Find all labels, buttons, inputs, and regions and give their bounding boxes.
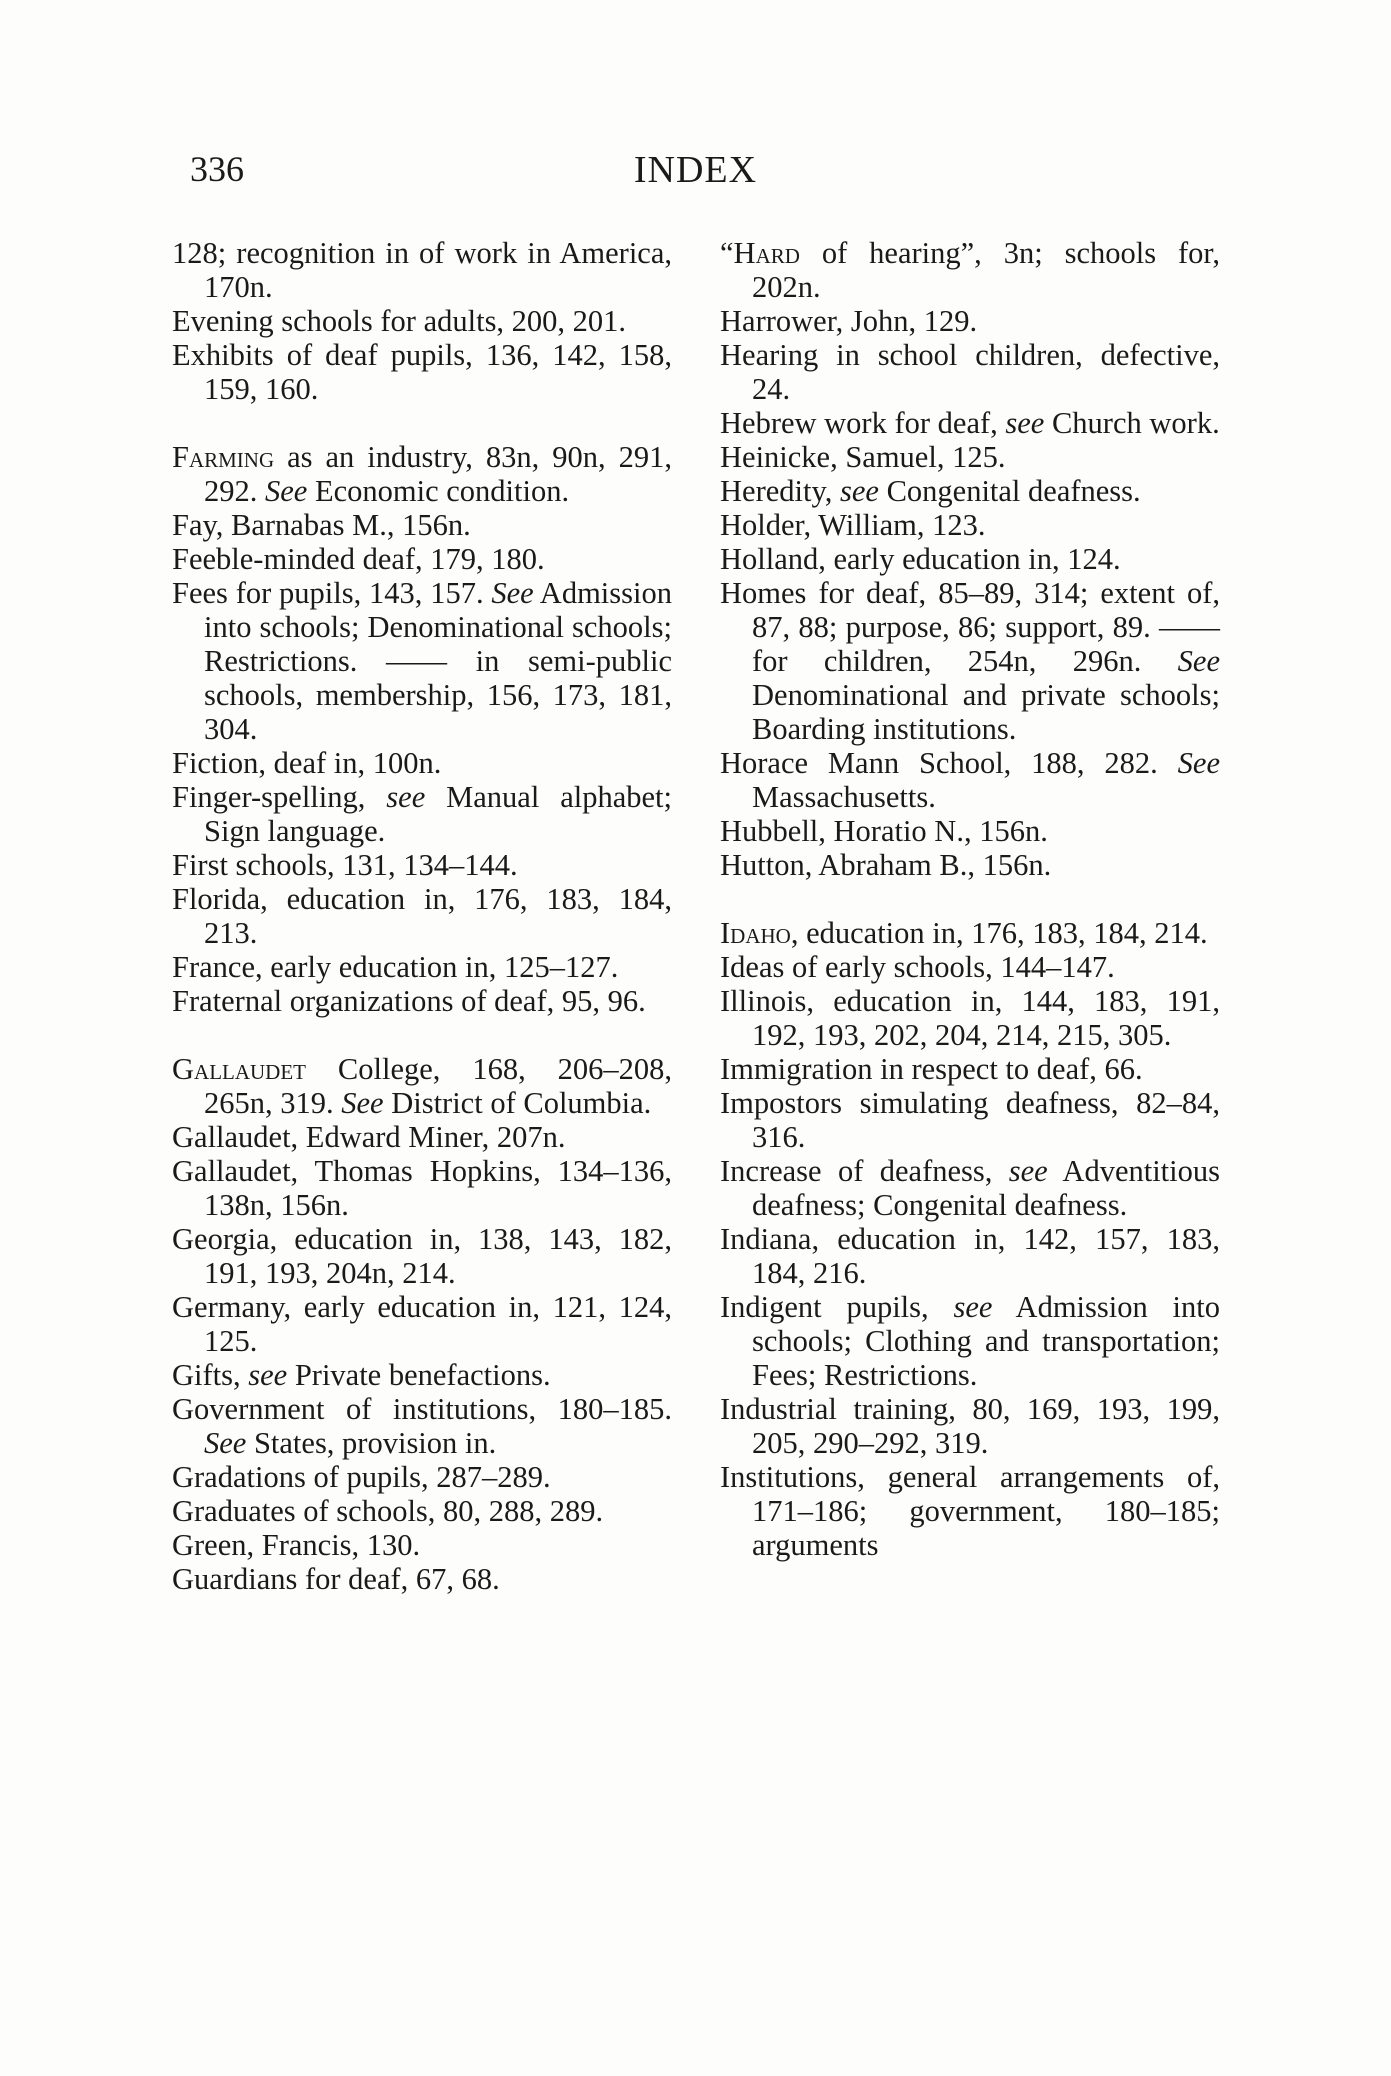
index-column-right <box>720 236 1220 1562</box>
index-entry: Gradations of pupils, 287–289. <box>172 1460 551 1494</box>
index-entry: Illinois, education in, 144, 183, 191, 192, 193, 202, 204, 214, 215, 305. <box>720 984 1220 1052</box>
index-entry: Guardians for deaf, 67, 68. <box>172 1562 500 1596</box>
index-entry: Fiction, deaf in, 100n. <box>172 746 442 780</box>
index-entry: Government of institutions, 180–185. See States, provision in. <box>172 1392 672 1460</box>
index-column-left <box>172 236 672 1596</box>
index-entry: Evening schools for adults, 200, 201. <box>172 304 627 338</box>
index-entry: Gallaudet College, 168, 206–208, 265n, 319. See District of Columbia. <box>172 1052 672 1120</box>
index-entry: Florida, education in, 176, 183, 184, 213. <box>172 882 672 950</box>
index-entry: Holder, William, 123. <box>720 508 986 542</box>
index-entry: Fees for pupils, 143, 157. See Admission into schools; Denominational schools; Restrictions. —— in semi-public schools, membership, 156, 173, 181, 304. <box>172 576 672 746</box>
index-entry: Harrower, John, 129. <box>720 304 978 338</box>
index-entry: Fay, Barnabas M., 156n. <box>172 508 471 542</box>
index-entry: Finger-spelling, see Manual alphabet; Sign language. <box>172 780 672 848</box>
section-gap <box>172 406 672 440</box>
index-entry: Gallaudet, Edward Miner, 207n. <box>172 1120 566 1154</box>
index-entry: Indiana, education in, 142, 157, 183, 184, 216. <box>720 1222 1220 1290</box>
index-entry: Heinicke, Samuel, 125. <box>720 440 1006 474</box>
index-entry: France, early education in, 125–127. <box>172 950 619 984</box>
index-entry: Holland, early education in, 124. <box>720 542 1121 576</box>
index-entry: Impostors simulating deafness, 82–84, 316. <box>720 1086 1220 1154</box>
index-entry: Gallaudet, Thomas Hopkins, 134–136, 138n, 156n. <box>172 1154 672 1222</box>
index-entry: Georgia, education in, 138, 143, 182, 191, 193, 204n, 214. <box>172 1222 672 1290</box>
index-entry: Fraternal organizations of deaf, 95, 96. <box>172 984 646 1018</box>
page-number: 336 <box>190 149 244 189</box>
section-gap <box>720 882 1220 916</box>
index-entry: Hubbell, Horatio N., 156n. <box>720 814 1048 848</box>
index-entry: Homes for deaf, 85–89, 314; extent of, 87, 88; purpose, 86; support, 89. —— for children, 254n, 296n. See Denominational and private schools; Boarding institutions. <box>720 576 1220 746</box>
index-entry: Indigent pupils, see Admission into schools; Clothing and transportation; Fees; Restrictions. <box>720 1290 1220 1392</box>
index-entry: Farming as an industry, 83n, 90n, 291, 292. See Economic condition. <box>172 440 672 508</box>
index-entry: Exhibits of deaf pupils, 136, 142, 158, 159, 160. <box>172 338 672 406</box>
index-entry: “Hard of hearing”, 3n; schools for, 202n. <box>720 236 1220 304</box>
index-entry: 128; recognition in of work in America, 170n. <box>172 236 672 304</box>
index-entry: Immigration in respect to deaf, 66. <box>720 1052 1143 1086</box>
section-gap <box>172 1018 672 1052</box>
index-entry: Horace Mann School, 188, 282. See Massachusetts. <box>720 746 1220 814</box>
page-title: INDEX <box>633 149 758 191</box>
index-entry: Hearing in school children, defective, 24. <box>720 338 1220 406</box>
index-entry: Institutions, general arrangements of, 171–186; government, 180–185; arguments <box>720 1460 1220 1562</box>
index-entry: Industrial training, 80, 169, 193, 199, 205, 290–292, 319. <box>720 1392 1220 1460</box>
index-entry: Feeble-minded deaf, 179, 180. <box>172 542 545 576</box>
index-entry: Increase of deafness, see Adventitious deafness; Congenital deafness. <box>720 1154 1220 1222</box>
index-entry: Hutton, Abraham B., 156n. <box>720 848 1052 882</box>
index-entry: Ideas of early schools, 144–147. <box>720 950 1115 984</box>
index-entry: Germany, early education in, 121, 124, 125. <box>172 1290 672 1358</box>
index-entry: Hebrew work for deaf, see Church work. <box>720 406 1220 440</box>
index-entry: Heredity, see Congenital deafness. <box>720 474 1141 508</box>
index-entry: Graduates of schools, 80, 288, 289. <box>172 1494 604 1528</box>
index-entry: Gifts, see Private benefactions. <box>172 1358 551 1392</box>
index-entry: Idaho, education in, 176, 183, 184, 214. <box>720 916 1208 950</box>
index-entry: First schools, 131, 134–144. <box>172 848 518 882</box>
index-entry: Green, Francis, 130. <box>172 1528 421 1562</box>
